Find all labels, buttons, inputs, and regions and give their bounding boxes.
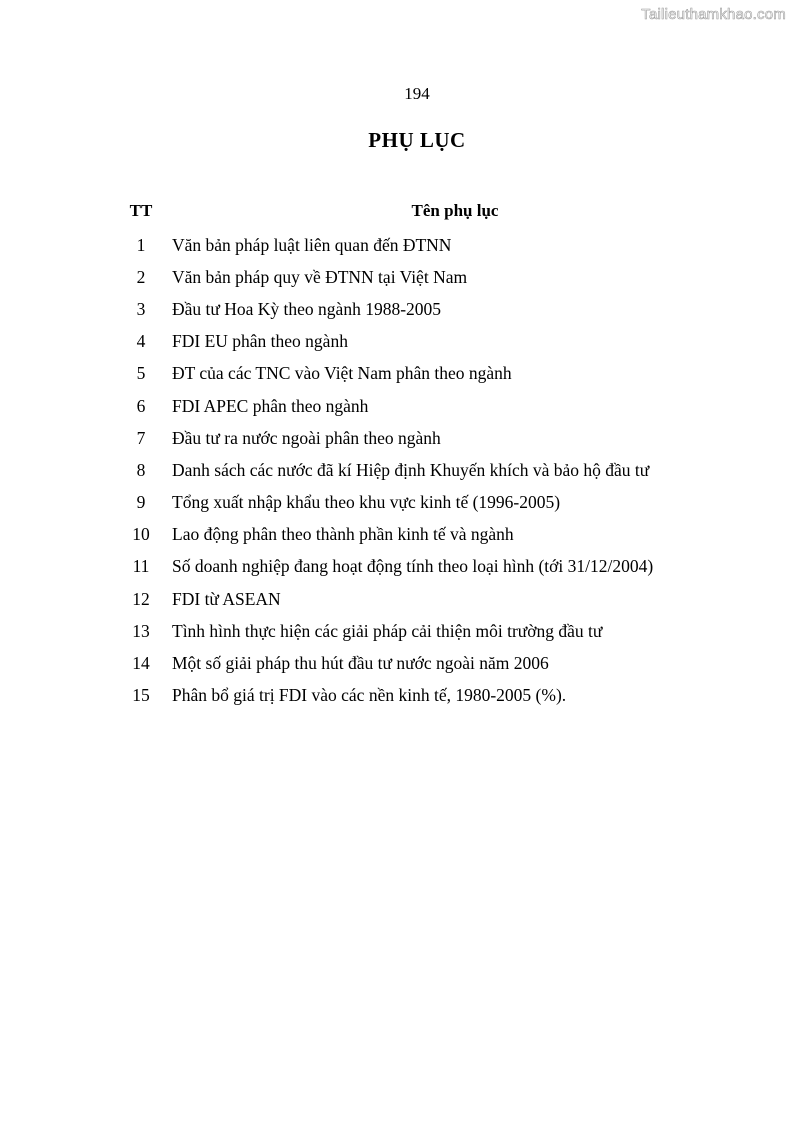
row-number: 11 xyxy=(132,556,150,577)
row-name: FDI APEC phân theo ngành xyxy=(172,395,369,416)
row-number: 6 xyxy=(136,395,146,416)
table-row xyxy=(118,487,738,519)
table-row xyxy=(118,261,738,293)
table-row xyxy=(118,326,738,358)
page-number: 194 xyxy=(404,84,430,103)
table-row xyxy=(118,551,738,583)
row-name: FDI từ ASEAN xyxy=(172,588,281,609)
row-number: 9 xyxy=(136,492,146,513)
row-name: Văn bản pháp quy về ĐTNN tại Việt Nam xyxy=(172,266,468,287)
row-name: Đầu tư ra nước ngoài phân theo ngành xyxy=(172,427,441,448)
table-header xyxy=(118,199,738,223)
page-title: PHỤ LỤC xyxy=(368,128,466,152)
header-tt: TT xyxy=(129,201,153,220)
table-row xyxy=(118,680,738,712)
watermark: Tailieuthamkhao.com xyxy=(641,6,786,23)
row-name: Phân bổ giá trị FDI vào các nền kinh tế, 1980-2005 (%). xyxy=(172,685,567,706)
row-number: 14 xyxy=(132,653,150,674)
row-number: 13 xyxy=(132,620,150,641)
row-name: Văn bản pháp luật liên quan đến ĐTNN xyxy=(172,234,452,255)
row-number: 10 xyxy=(132,524,150,545)
row-name: ĐT của các TNC vào Việt Nam phân theo ngành xyxy=(172,363,512,384)
row-number: 12 xyxy=(132,588,150,609)
table-row xyxy=(118,519,738,551)
row-name: Tình hình thực hiện các giải pháp cải thiện môi trường đầu tư xyxy=(172,620,603,641)
row-number: 7 xyxy=(136,427,146,448)
table-row xyxy=(118,229,738,261)
appendix-table xyxy=(118,199,738,712)
row-name: Tổng xuất nhập khẩu theo khu vực kinh tế (1996-2005) xyxy=(172,492,561,513)
table-row xyxy=(118,454,738,486)
header-name: Tên phụ lục xyxy=(411,201,499,220)
table-row xyxy=(118,615,738,647)
row-name: FDI EU phân theo ngành xyxy=(172,331,348,352)
table-row xyxy=(118,422,738,454)
row-name: Danh sách các nước đã kí Hiệp định Khuyến khích và bảo hộ đầu tư xyxy=(172,459,650,480)
row-number: 2 xyxy=(136,266,146,287)
row-name: Lao động phân theo thành phần kinh tế và ngành xyxy=(172,524,514,545)
row-name: Một số giải pháp thu hút đầu tư nước ngoài năm 2006 xyxy=(172,653,549,674)
row-number: 3 xyxy=(136,298,146,319)
table-row xyxy=(118,293,738,325)
table-row xyxy=(118,358,738,390)
table-row xyxy=(118,583,738,615)
row-number: 8 xyxy=(136,459,146,480)
row-number: 15 xyxy=(132,685,150,706)
row-number: 5 xyxy=(136,363,146,384)
row-number: 1 xyxy=(136,234,146,255)
appendix-list xyxy=(118,229,738,712)
table-row xyxy=(118,390,738,422)
row-number: 4 xyxy=(136,331,146,352)
table-row xyxy=(118,647,738,679)
row-name: Số doanh nghiệp đang hoạt động tính theo loại hình (tới 31/12/2004) xyxy=(172,556,654,577)
row-name: Đầu tư Hoa Kỳ theo ngành 1988-2005 xyxy=(172,298,442,319)
